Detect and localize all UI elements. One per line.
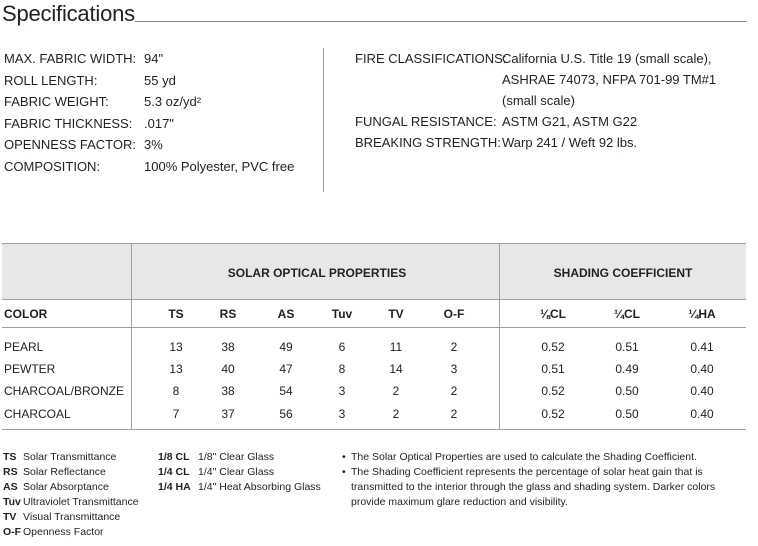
table-cell: 7 [172, 407, 180, 421]
legend-text: Solar Absorptance [23, 481, 109, 493]
solar-optical-properties-header: SOLAR OPTICAL PROPERTIES [227, 266, 407, 280]
spec-row [4, 48, 324, 70]
column-header: Tuv [331, 307, 353, 321]
legend-abbr: 1/4 CL [158, 466, 190, 478]
spec-row [4, 156, 324, 178]
table-cell: 0.40 [690, 362, 714, 376]
table-cell: 0.52 [541, 340, 565, 354]
legend-abbr: RS [3, 466, 18, 478]
column-header: TS [168, 307, 184, 321]
table-cell: 0.52 [541, 407, 565, 421]
spec-label: FABRIC THICKNESS: [4, 115, 133, 131]
spec-value: 94" [144, 51, 164, 66]
abbreviation-legend [3, 450, 139, 540]
page-title: Specifications [2, 1, 135, 26]
table-rule-top [2, 243, 746, 244]
legend-text: 1/8" Clear Glass [198, 451, 275, 463]
spec-value: Warp 241 / Weft 92 lbs. [502, 135, 638, 150]
row-color-name: PEARL [4, 340, 44, 354]
legend-abbr: 1/4 HA [158, 481, 191, 493]
table-cell: 13 [169, 340, 183, 354]
table-cell: 0.51 [541, 362, 565, 376]
note-item [342, 465, 750, 510]
spec-row [4, 91, 324, 113]
row-color-name: CHARCOAL [4, 407, 71, 421]
legend-item [3, 465, 139, 480]
properties-table [2, 243, 746, 429]
table-cell: 0.52 [541, 384, 565, 398]
spec-label: FABRIC WEIGHT: [4, 94, 109, 109]
table-cell: 0.40 [690, 407, 714, 421]
column-header: AS [277, 307, 295, 321]
table-cell: 47 [279, 362, 293, 376]
notes [342, 450, 750, 510]
table-cell: 49 [279, 340, 293, 354]
legend-text: Openness Factor [23, 526, 104, 538]
spec-row [4, 134, 324, 156]
spec-value: California U.S. Title 19 (small scale), ASHRAE 74073, NFPA 701-99 TM#1 (small scale) [502, 51, 717, 108]
spec-value: 3% [144, 137, 163, 152]
legend-text: 1/4" Clear Glass [198, 466, 275, 478]
legend-item [3, 495, 139, 510]
table-cell: 0.50 [615, 384, 639, 398]
spec-label: BREAKING STRENGTH: [355, 135, 501, 150]
table-cell: 13 [169, 362, 183, 376]
legend-abbr: AS [3, 481, 18, 493]
spec-row [4, 70, 324, 92]
shading-coefficient-header: SHADING COEFFICIENT [553, 266, 693, 280]
table-cell: 38 [221, 384, 235, 398]
table-cell: 3 [450, 362, 458, 376]
note-text: The Shading Coefficient represents the percentage of solar heat gain that is transmitted to the interior through the glass and shading system. Darker colors provide maximum glare reduction and visibility. [351, 466, 716, 508]
legend-item [3, 525, 139, 540]
legend-abbr: O-F [3, 526, 22, 538]
table-cell: 2 [450, 407, 458, 421]
table-rule-header [2, 327, 746, 328]
column-header: TV [388, 307, 404, 321]
spec-value: 5.3 oz/yd² [144, 94, 202, 109]
table-cell: 11 [389, 340, 403, 354]
row-color-name: PEWTER [4, 362, 56, 376]
spec-row [355, 132, 750, 153]
legend-item [158, 480, 321, 495]
table-cell: 8 [338, 362, 346, 376]
glass-legend [158, 450, 321, 495]
legend-item [158, 465, 321, 480]
note-text: The Solar Optical Properties are used to calculate the Shading Coefficient. [351, 451, 697, 463]
title-rule [135, 21, 747, 22]
table-cell: 3 [338, 407, 346, 421]
spec-list-left [4, 48, 324, 177]
column-header: RS [219, 307, 237, 321]
note-item [342, 450, 750, 465]
legend-item [3, 510, 139, 525]
table-rule-bottom [2, 429, 746, 430]
spec-label: OPENNESS FACTOR: [4, 137, 136, 152]
table-cell: 8 [172, 384, 180, 398]
bullet-icon: • [342, 466, 346, 478]
row-color-name: CHARCOAL/BRONZE [4, 384, 125, 398]
table-cell: 2 [450, 384, 458, 398]
spec-label: ROLL LENGTH: [4, 72, 98, 88]
column-header: O-F [443, 307, 465, 321]
table-cell: 40 [221, 362, 235, 376]
column-header: ⅛CL [539, 307, 566, 321]
legend-abbr: Tuv [3, 496, 21, 508]
table-rule-shading-left [499, 243, 500, 429]
legend-text: Ultraviolet Transmittance [23, 496, 139, 508]
spec-column-divider [323, 48, 324, 192]
spec-row [355, 111, 750, 132]
table-cell: 0.50 [615, 407, 639, 421]
table-cell: 56 [279, 407, 293, 421]
bullet-icon: • [342, 451, 346, 463]
legend-item [3, 480, 139, 495]
table-cell: 14 [389, 362, 403, 376]
spec-label: FIRE CLASSIFICATIONS: [355, 51, 507, 66]
spec-value: ASTM G21, ASTM G22 [502, 114, 638, 129]
table-cell: 0.41 [690, 340, 714, 354]
legend-text: 1/4" Heat Absorbing Glass [198, 481, 321, 493]
table-cell: 0.49 [615, 362, 639, 376]
title-row [2, 0, 747, 30]
spec-value: 55 yd [144, 72, 176, 88]
legend-text: Visual Transmittance [23, 511, 121, 523]
table-rule-solar-left [131, 243, 132, 429]
legend-text: Solar Reflectance [23, 466, 106, 478]
legend-abbr: TS [3, 451, 17, 463]
table-cell: 0.51 [615, 340, 639, 354]
table-cell: 6 [338, 340, 346, 354]
spec-label: MAX. FABRIC WIDTH: [4, 51, 137, 66]
legend-text: Solar Transmittance [23, 451, 117, 463]
legend-abbr: 1/8 CL [158, 451, 190, 463]
spec-list-right [355, 48, 750, 153]
column-header: ¼CL [613, 307, 640, 321]
column-header: COLOR [4, 307, 48, 321]
table-cell: 2 [392, 384, 400, 398]
spec-label: FUNGAL RESISTANCE: [355, 114, 497, 129]
spec-row [4, 113, 324, 135]
spec-row [355, 48, 750, 111]
table-cell: 2 [450, 340, 458, 354]
legend-item [3, 450, 139, 465]
table-cell: 3 [338, 384, 346, 398]
legend-item [158, 450, 321, 465]
column-header: ¼HA [688, 307, 716, 321]
table-cell: 54 [279, 384, 293, 398]
table-cell: 37 [221, 407, 235, 421]
table-rule-group [2, 299, 746, 300]
spec-value: 100% Polyester, PVC free [144, 158, 295, 174]
table-cell: 2 [392, 407, 400, 421]
table-cell: 38 [221, 340, 235, 354]
legend-abbr: TV [3, 511, 17, 523]
table-cell: 0.40 [690, 384, 714, 398]
spec-label: COMPOSITION: [4, 158, 101, 174]
spec-value: .017" [144, 115, 174, 131]
